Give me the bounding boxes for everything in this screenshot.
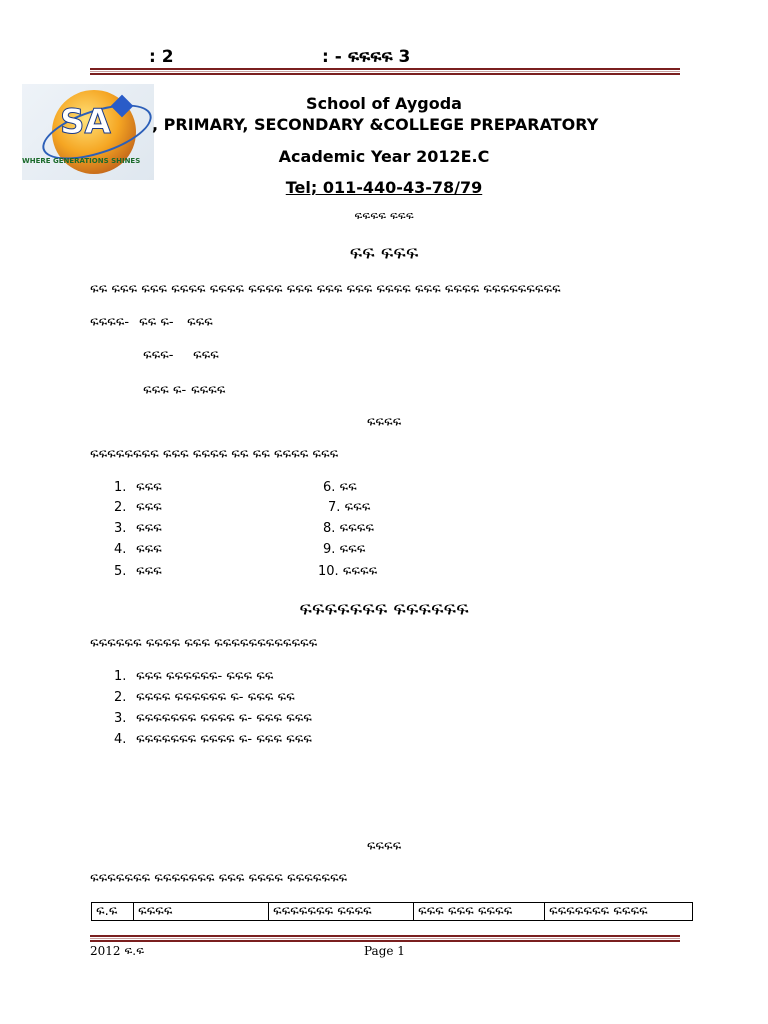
list-item-2: ፍፍፍ	[136, 500, 162, 515]
list-item-5: ፍፍፍ	[136, 564, 162, 579]
topic-title: ፍፍ ፍፍፍ	[349, 242, 419, 264]
example-line3-b: ፍፍፍፍ	[191, 383, 226, 398]
header-right: : - ፍፍፍፍ 3	[322, 47, 411, 67]
school-tel: Tel; 011-440-43-78/79	[285, 178, 483, 197]
example-line3-a: ፍፍፍ ፍ-	[143, 383, 187, 398]
exercise1-heading: ፍፍፍፍ	[366, 415, 402, 430]
list-item-num-5: 5.	[114, 564, 127, 579]
list-item-6: 6. ፍፍ	[323, 480, 357, 495]
list-item-num-2: 2.	[114, 500, 127, 515]
table-header-cell: ፍፍፍፍፍፍፍ ፍፍፍፍ	[269, 903, 414, 921]
list-item-num-4: 4.	[114, 542, 127, 557]
table-header-cell: ፍ.ፍ	[92, 903, 134, 921]
header-rule	[90, 68, 680, 75]
list2-num-1: 1.	[114, 669, 127, 684]
academic-year: Academic Year 2012E.C	[278, 147, 490, 166]
example-line1-b: ፍፍፍ	[187, 315, 213, 330]
page-number: Page 1	[364, 944, 405, 958]
section2-title: ፍፍፍፍፍፍፍ ፍፍፍፍፍፍ	[299, 598, 469, 620]
logo-initials: SA	[60, 102, 111, 142]
list-item-1: ፍፍፍ	[136, 480, 162, 495]
list2-item-1: ፍፍፍ ፍፍፍፍፍፍ- ፍፍፍ ፍፍ	[136, 669, 274, 684]
example-line2-a: ፍፍፍ-	[143, 348, 174, 363]
exercise1-instruction: ፍፍፍፍፍፍፍፍ ፍፍፍ ፍፍፍፍ ፍፍ ፍፍ ፍፍፍፍ ፍፍፍ	[90, 447, 339, 462]
instruction-text: ፍፍ ፍፍፍ ፍፍፍ ፍፍፍፍ ፍፍፍፍ ፍፍፍፍ ፍፍፍ ፍፍፍ ፍፍፍ ፍፍፍፍ ፍፍፍ ፍፍፍፍ ፍፍፍፍፍፍፍፍፍ	[90, 282, 561, 297]
list-item-num-1: 1.	[114, 480, 127, 495]
school-levels: , PRIMARY, SECONDARY &COLLEGE PREPARATORY	[152, 115, 599, 134]
header-left: : 2	[149, 47, 174, 67]
exercise2-heading: ፍፍፍፍ	[366, 839, 402, 854]
list-item-8: 8. ፍፍፍፍ	[323, 521, 374, 536]
exercise-table	[91, 902, 693, 921]
list2-num-2: 2.	[114, 690, 127, 705]
list2-item-2: ፍፍፍፍ ፍፍፍፍፍፍ ፍ- ፍፍፍ ፍፍ	[136, 690, 295, 705]
list2-num-3: 3.	[114, 711, 127, 726]
example-label: ፍፍፍፍ-	[90, 315, 130, 330]
logo-tagline: WHERE GENERATIONS SHINES	[22, 157, 141, 165]
table-header-row	[92, 903, 693, 921]
list2-item-4: ፍፍፍፍፍፍፍ ፍፍፍፍ ፍ- ፍፍፍ ፍፍፍ	[136, 732, 312, 747]
example-line2-b: ፍፍፍ	[193, 348, 219, 363]
table-header-cell: ፍፍፍፍ	[134, 903, 269, 921]
section2-instruction: ፍፍፍፍፍፍ ፍፍፍፍ ፍፍፍ ፍፍፍፍፍፍፍፍፍፍፍፍ	[90, 636, 318, 651]
list-item-num-3: 3.	[114, 521, 127, 536]
list-item-3: ፍፍፍ	[136, 521, 162, 536]
footer-rule	[90, 935, 680, 942]
footer-left: 2012 ፍ.ፍ	[90, 944, 145, 958]
table-header-cell: ፍፍፍ ፍፍፍ ፍፍፍፍ	[414, 903, 545, 921]
list-item-9: 9. ፍፍፍ	[323, 542, 366, 557]
list2-item-3: ፍፍፍፍፍፍፍ ፍፍፍፍ ፍ- ፍፍፍ ፍፍፍ	[136, 711, 312, 726]
list-item-10: 10. ፍፍፍፍ	[318, 564, 378, 579]
list-item-4: ፍፍፍ	[136, 542, 162, 557]
school-name: School of Aygoda	[306, 94, 462, 113]
list2-num-4: 4.	[114, 732, 127, 747]
list-item-7: 7. ፍፍፍ	[328, 500, 371, 515]
table-header-cell: ፍፍፍፍፍፍፍ ፍፍፍፍ	[545, 903, 693, 921]
subject-label: ፍፍፍፍ ፍፍፍ	[354, 209, 414, 223]
exercise2-instruction: ፍፍፍፍፍፍፍ ፍፍፍፍፍፍፍ ፍፍፍ ፍፍፍፍ ፍፍፍፍፍፍፍ	[90, 871, 348, 886]
example-line1-a: ፍፍ ፍ-	[139, 315, 174, 330]
